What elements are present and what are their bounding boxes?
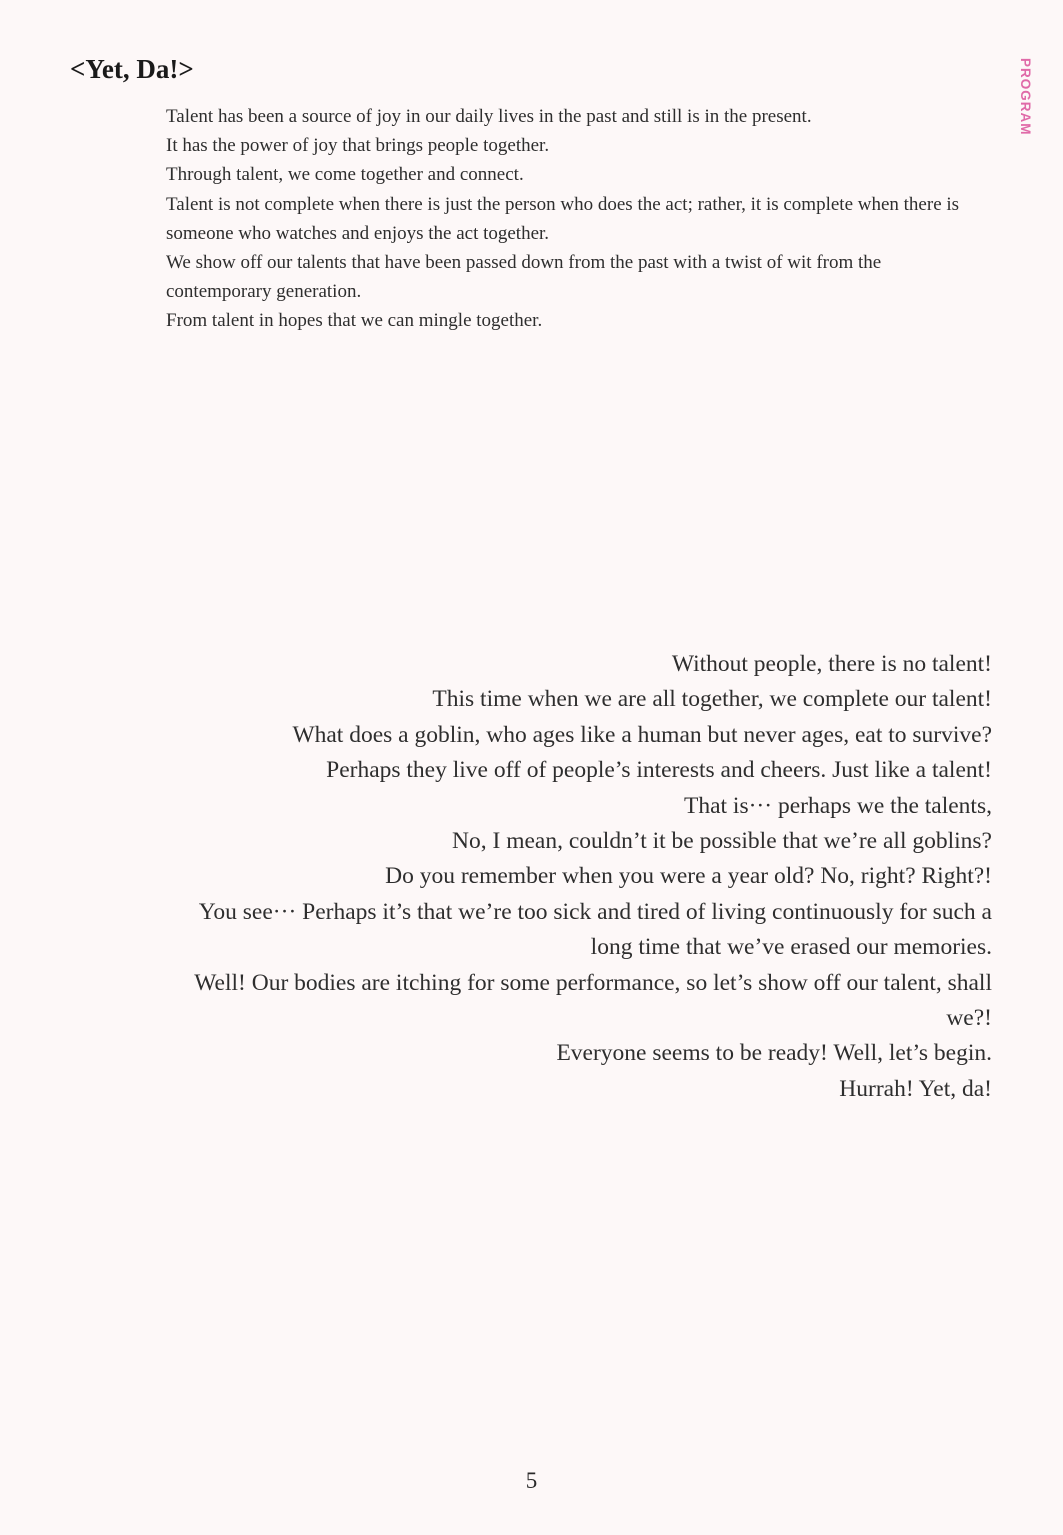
poem-line: This time when we are all together, we complete our talent! bbox=[432, 686, 992, 713]
poem-text bbox=[160, 647, 992, 1107]
poem-line: Well! Our bodies are itching for some performance, so let’s show off our talent, shall we?! bbox=[194, 969, 992, 1032]
intro-line: From talent in hopes that we can mingle together. bbox=[166, 310, 543, 332]
poem-line: You see··· Perhaps it’s that we’re too sick and tired of living continuously for such a long time that we’ve erased our memories. bbox=[198, 898, 992, 961]
intro-line: Talent has been a source of joy in our daily lives in the past and still is in the present. bbox=[166, 106, 812, 127]
intro-line: Talent is not complete when there is just the person who does the act; rather, it is complete when there is someone who watches and enjoys the act together. bbox=[166, 193, 960, 244]
section-label: PROGRAM bbox=[1018, 58, 1033, 136]
intro-text bbox=[166, 102, 991, 336]
poem-line: Do you remember when you were a year old? No, right? Right?! bbox=[385, 863, 992, 890]
poem-line: Everyone seems to be ready! Well, let’s begin. bbox=[556, 1040, 992, 1067]
page-number: 5 bbox=[525, 1468, 538, 1493]
intro-line: Through talent, we come together and connect. bbox=[166, 164, 524, 186]
intro-line: It has the power of joy that brings people together. bbox=[166, 135, 550, 157]
poem-line: That is··· perhaps we the talents, bbox=[683, 792, 992, 819]
poem-line: What does a goblin, who ages like a human but never ages, eat to survive? bbox=[292, 721, 992, 748]
intro-line: We show off our talents that have been passed down from the past with a twist of wit from the contemporary generation. bbox=[166, 252, 882, 303]
poem-line: Perhaps they live off of people’s interests and cheers. Just like a talent! bbox=[326, 757, 992, 784]
page-title: <Yet, Da!> bbox=[70, 54, 194, 84]
poem-line: Hurrah! Yet, da! bbox=[839, 1075, 992, 1102]
poem-line: No, I mean, couldn’t it be possible that we’re all goblins? bbox=[452, 828, 992, 855]
poem-line: Without people, there is no talent! bbox=[671, 651, 992, 677]
